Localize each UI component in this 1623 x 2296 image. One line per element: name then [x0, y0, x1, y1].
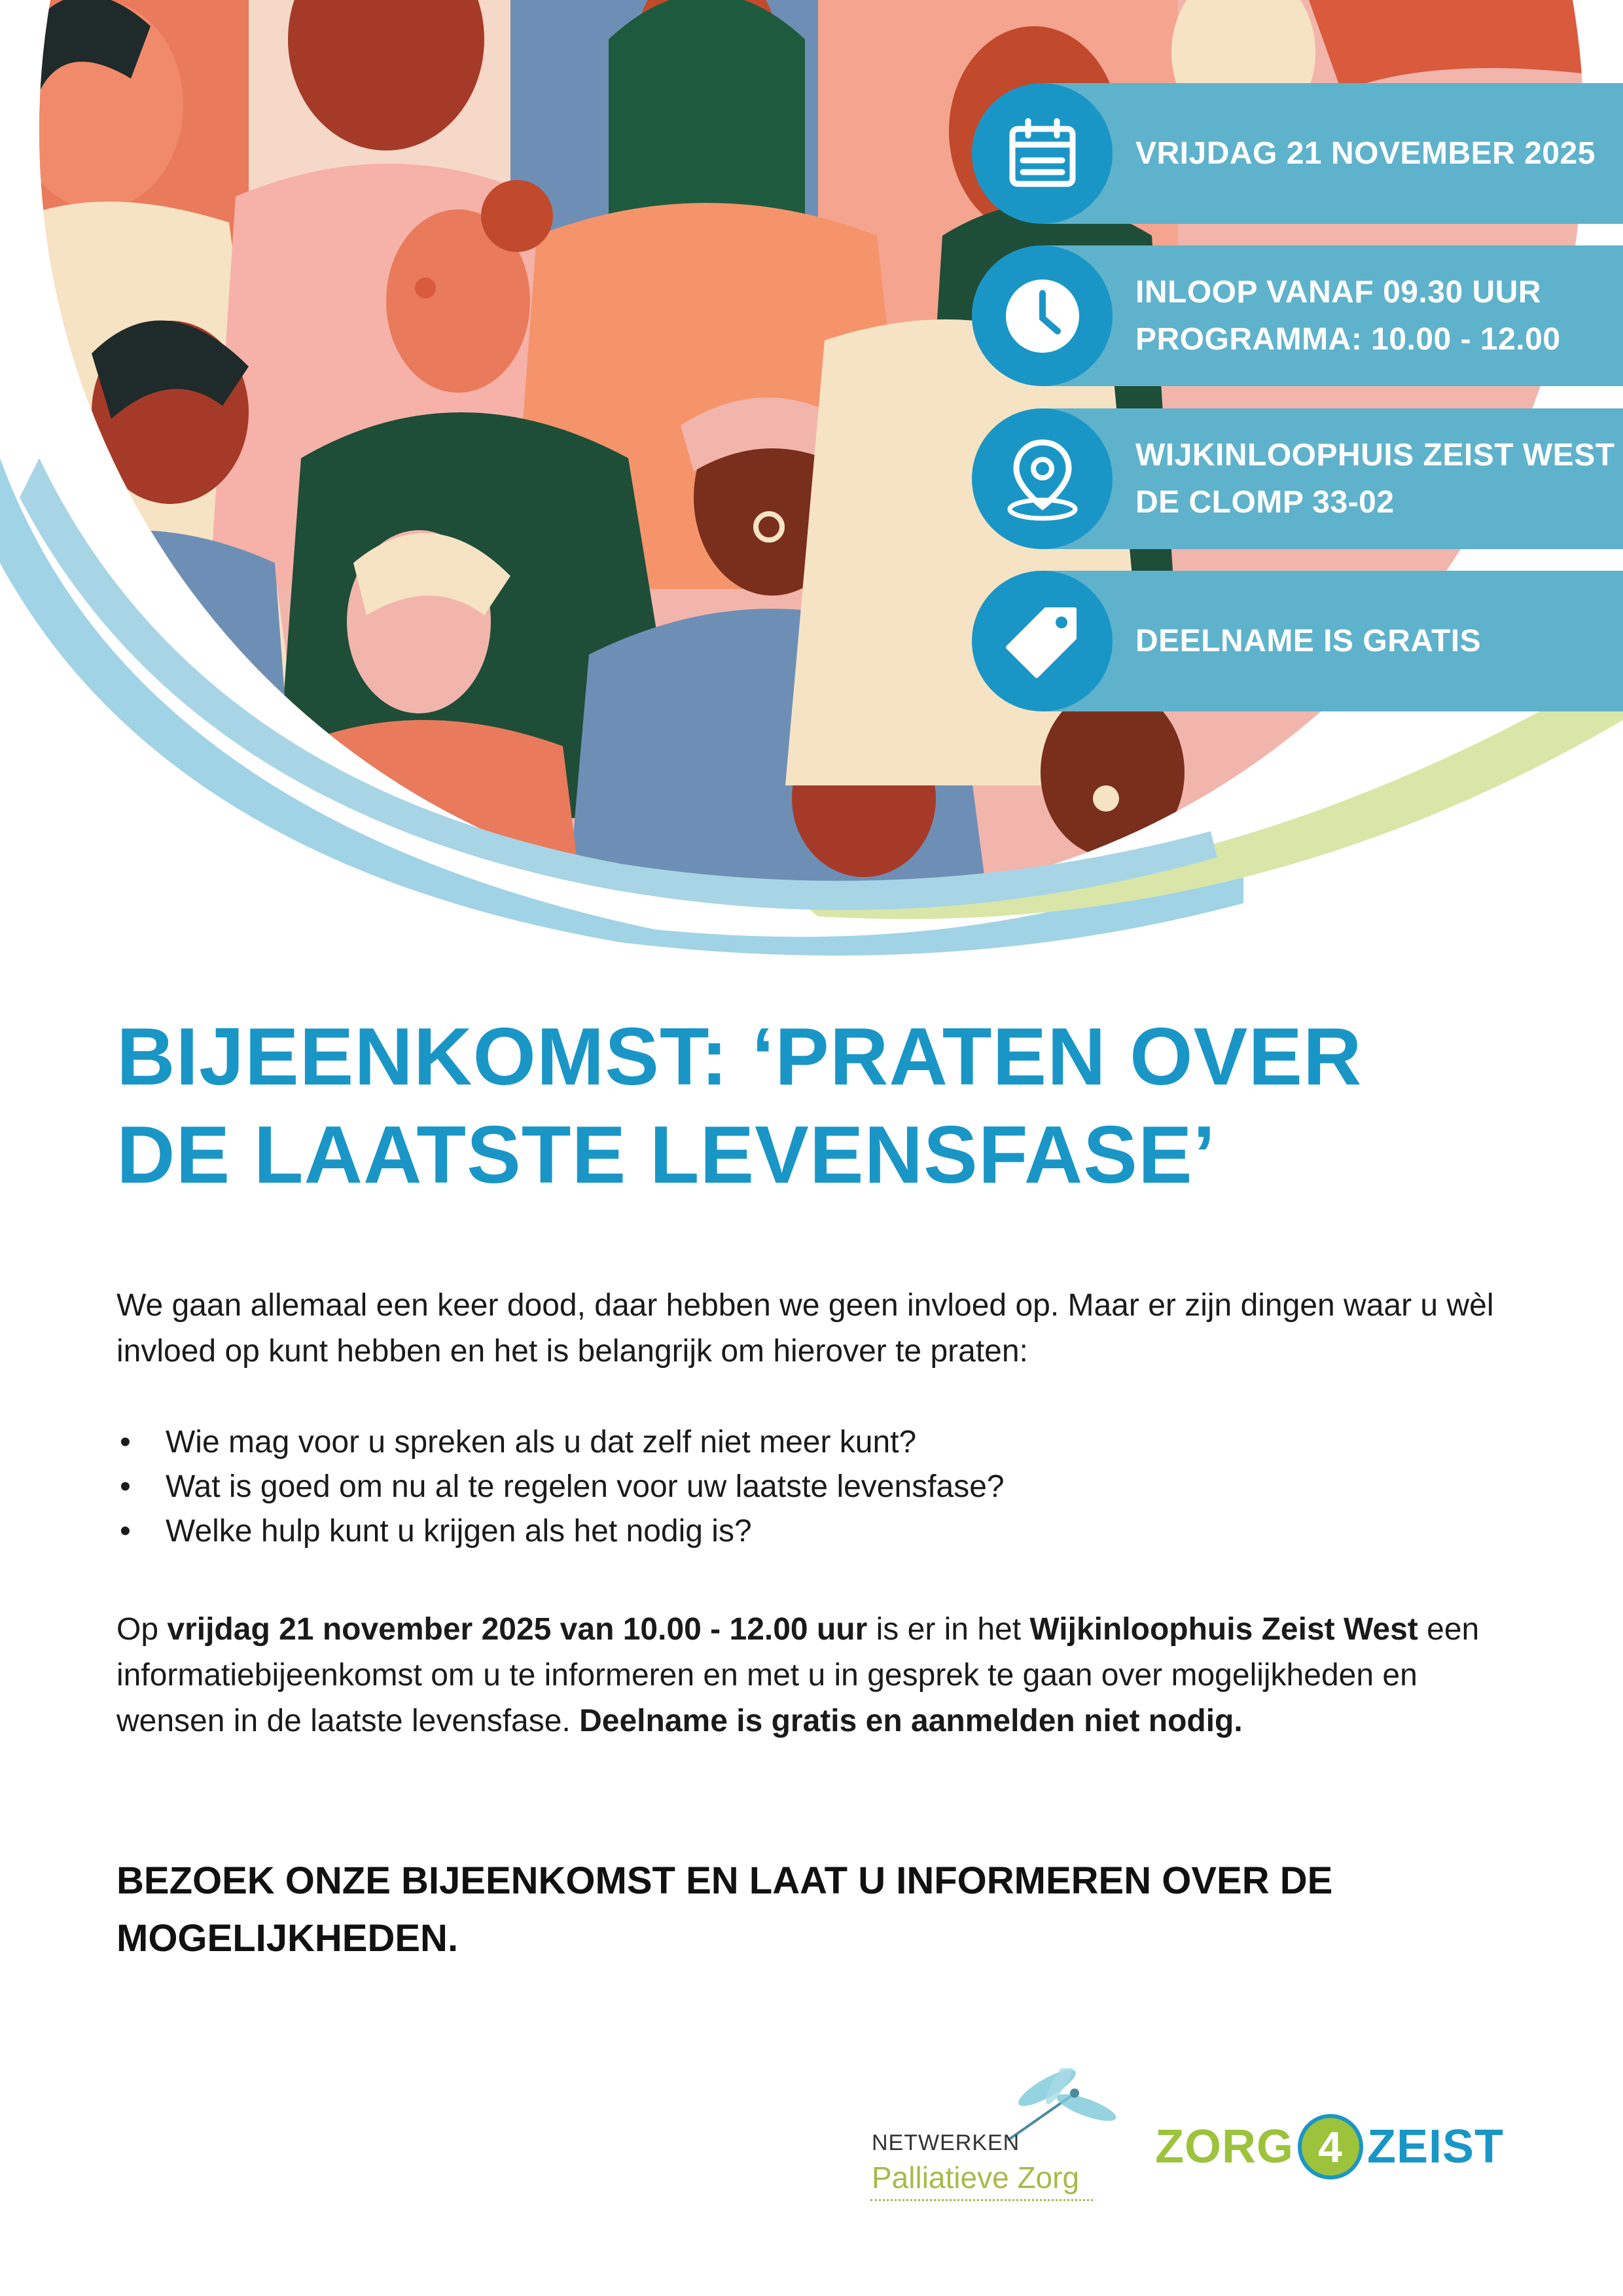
time-line-1: INLOOP VANAF 09.30 UUR [1135, 274, 1542, 310]
info-circle [972, 571, 1113, 711]
list-item-text: Welke hulp kunt u krijgen als het nodig is? [166, 1514, 752, 1549]
time-line-2: PROGRAMMA: 10.00 - 12.00 [1135, 321, 1561, 357]
calendar-icon [1003, 115, 1082, 193]
info-text [1135, 571, 1620, 711]
info-time [972, 245, 1623, 386]
info-circle [972, 83, 1113, 224]
info-text [1135, 245, 1620, 386]
list-item [116, 1509, 1530, 1554]
info-circle [972, 408, 1113, 549]
para-bold-date: vrijdag 21 november 2025 van 10.00 - 12.00 uur [167, 1612, 868, 1647]
price-tag-icon [1000, 599, 1085, 684]
location-line-2: DE CLOMP 33-02 [1135, 484, 1395, 520]
list-item [116, 1420, 1530, 1465]
list-item-text: Wie mag voor u spreken als u dat zelf niet meer kunt? [166, 1425, 917, 1460]
para-text: is er in het [867, 1612, 1030, 1647]
bullet-dot: • [120, 1469, 131, 1504]
zorg4zeist-logo [1155, 2108, 1522, 2186]
para-text: Op [116, 1612, 168, 1647]
event-paragraph [116, 1607, 1530, 1744]
info-circle [972, 245, 1113, 386]
call-to-action: BEZOEK ONZE BIJEENKOMST EN LAAT U INFORMEREN OVER DE MOGELIJKHEDEN. [116, 1859, 1333, 1960]
location-line-1: WIJKINLOOPHUIS ZEIST WEST [1135, 437, 1615, 473]
price-line: DEELNAME IS GRATIS [1135, 623, 1482, 658]
para-text: een informatiebijeenkomst om u te informeren en met u in gesprek te gaan over mogelijkheden en wensen in de laatste levensfase. [116, 1612, 1480, 1738]
para-bold-venue: Wijkinloophuis Zeist West [1029, 1612, 1418, 1647]
logo-network-word: NETWERKEN [872, 2130, 1020, 2155]
bullet-dot: • [120, 1514, 131, 1549]
logo-dotted-line [870, 2199, 1093, 2201]
info-date [972, 83, 1623, 224]
title-line-2: DE LAATSTE LEVENSFASE’ [116, 1110, 1217, 1200]
title-line-1: BIJEENKOMST: ‘PRATEN OVER [116, 1012, 1363, 1102]
question-list [116, 1420, 1530, 1554]
logo-palliative-word: Palliatieve Zorg [872, 2161, 1080, 2195]
page-title [116, 1008, 1589, 1204]
logo-zeist: ZEIST [1366, 2121, 1504, 2173]
list-item-text: Wat is goed om nu al te regelen voor uw laatste levensfase? [166, 1469, 1005, 1504]
intro-text: We gaan allemaal een keer dood, daar hebben we geen invloed op. Maar er zijn dingen waar u wèl invloed op kunt hebben en het is belangrijk om hierover te praten: [116, 1288, 1494, 1369]
date-line: VRIJDAG 21 NOVEMBER 2025 [1135, 135, 1596, 171]
info-price [972, 571, 1623, 711]
logo-four-badge: 4 [1298, 2114, 1363, 2179]
clock-icon [1000, 274, 1085, 359]
location-pin-icon [997, 433, 1088, 525]
netwerken-palliatieve-zorg-logo [870, 2068, 1119, 2199]
info-location [972, 408, 1623, 549]
para-bold-free: Deelname is gratis en aanmelden niet nodig. [579, 1704, 1243, 1738]
info-text [1135, 408, 1620, 549]
logo-zorg: ZORG [1155, 2121, 1294, 2173]
info-text [1135, 83, 1620, 224]
list-item [116, 1465, 1530, 1509]
bullet-dot: • [120, 1425, 131, 1460]
